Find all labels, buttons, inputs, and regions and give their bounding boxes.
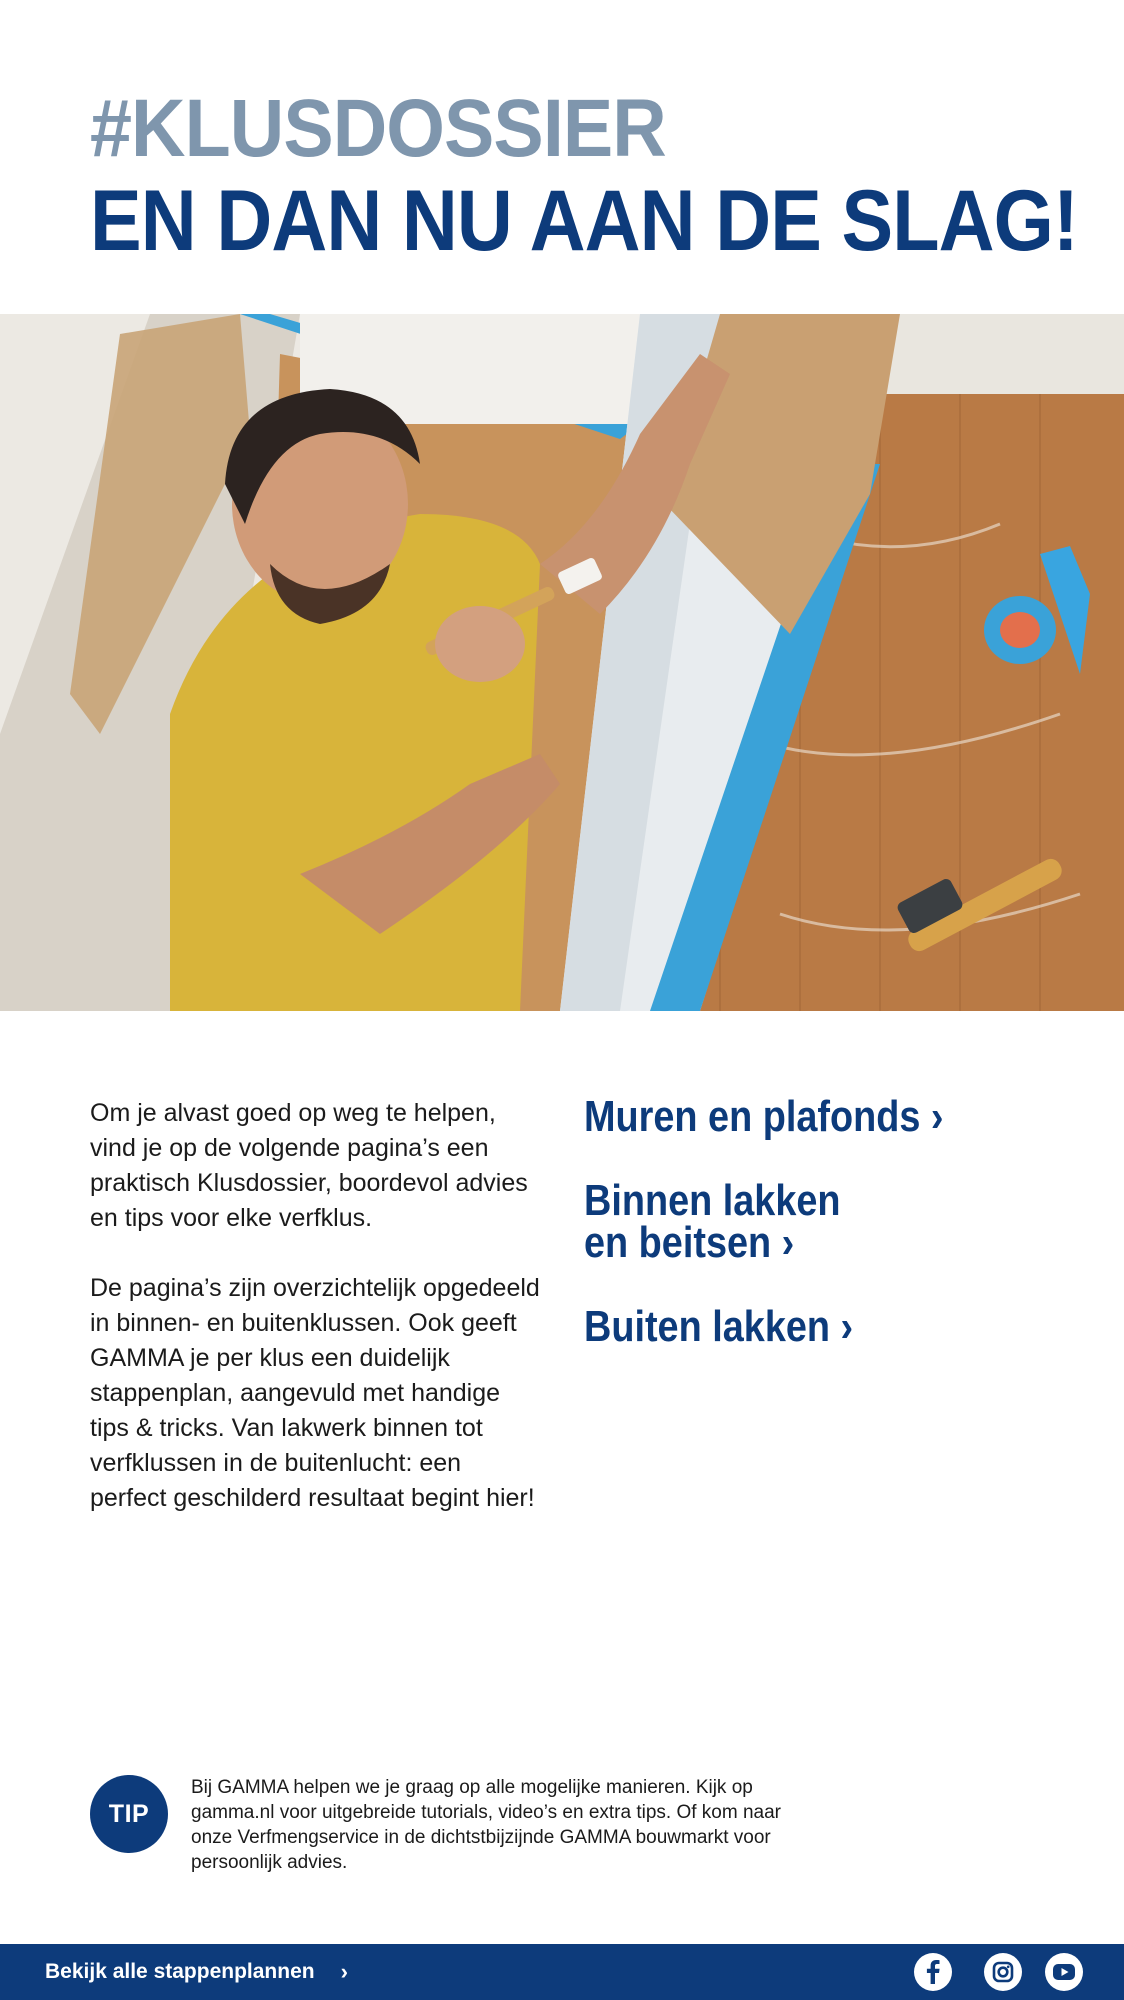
intro-paragraph-2: De pagina’s zijn overzichtelijk opgedeeld in binnen- en buitenklussen. Ook geeft GAMMA je per klus een duidelijk stappenplan, aangevuld met handige tips & tricks. Van lakwerk binnen tot verfklussen in de buitenlucht: een perfect geschilderd resultaat begint hier! — [90, 1274, 540, 1512]
topic-links — [584, 1092, 1064, 1390]
hero-illustration — [0, 314, 1124, 1011]
instagram-icon[interactable] — [984, 1953, 1022, 1991]
page-title: EN DAN NU AAN DE SLAG! — [90, 173, 1078, 269]
footer-bar — [0, 1944, 1124, 2000]
link-buiten-lakken[interactable]: Buiten lakken › — [584, 1302, 854, 1351]
intro-paragraph-1: Om je alvast goed op weg te helpen, vind je op de volgende pagina’s een praktisch Klusdossier, boordevol advies en tips voor elke verfklus. — [90, 1099, 528, 1232]
link-muren-en-plafonds[interactable]: Muren en plafonds › — [584, 1092, 944, 1141]
kicker-title: #KLUSDOSSIER — [90, 83, 666, 174]
tip-text: Bij GAMMA helpen we je graag op alle mogelijke manieren. Kijk op gamma.nl voor uitgebreide tutorials, video’s en extra tips. Of kom naar onze Verfmengservice in de dichtstbijzijnde GAMMA bouwmarkt voor persoonlijk advies. — [191, 1777, 781, 1873]
intro-text — [90, 1096, 540, 1551]
tip-badge: TIP — [90, 1775, 168, 1853]
youtube-icon[interactable] — [1045, 1953, 1083, 1991]
all-step-plans-label: Bekijk alle stappenplannen — [45, 1960, 315, 1983]
link-binnen-lakken-en-beitsen[interactable]: Binnen lakken en beitsen › — [584, 1176, 841, 1267]
all-step-plans-link[interactable] — [45, 1944, 348, 2000]
tip-box — [90, 1775, 990, 1875]
hero-photo — [0, 314, 1124, 1011]
facebook-icon[interactable] — [914, 1953, 952, 1991]
chevron-right-icon: › — [340, 1959, 348, 1984]
